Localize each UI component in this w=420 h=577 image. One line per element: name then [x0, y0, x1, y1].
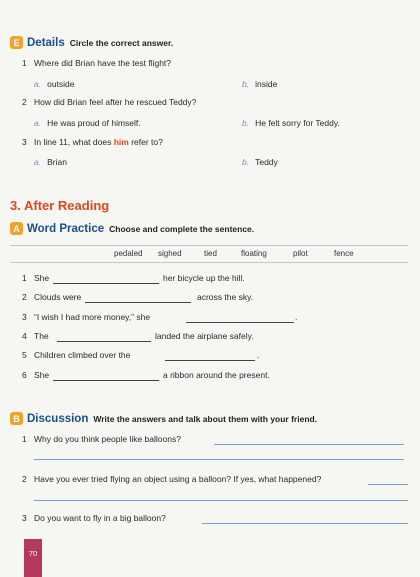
answer-option-b[interactable]: b. inside — [242, 79, 278, 89]
workbook-page: E Details Circle the correct answer. 1 Where did Brian have the test flight? a. outside b. inside 2 How did Brian feel after he rescued Teddy? a. He was proud of himself. b. He felt sorry for Teddy. 3 In line 11, what does him refer to? a. Brian b. Teddy 3. After Reading A Word Practice Choose and complete the sentence. pedaled sighed tied floating pilot fence 1 She her bicycle up the hill. 2 Clouds were across the sky. 3 “I wish I had more money,” she . 4 The landed the airplane safely. 5 Children climbed over the . 6 She a ribbon around the present. B Discussion Write the answers and talk about them with your friend. 1 Why do you think people like balloons? 2 Have you ever tried flying an object using a balloon? If yes, what happened? 3 Do you want to fly in a big balloon? 70 — [0, 0, 420, 577]
answer-option-b[interactable]: b. Teddy — [242, 157, 278, 167]
details-question-3: 3 In line 11, what does him refer to? — [22, 137, 163, 147]
answer-line[interactable] — [214, 444, 404, 445]
section-badge: B — [10, 412, 23, 425]
word-practice-instruction: Choose and complete the sentence. — [109, 223, 255, 234]
word-bank-item: fence — [334, 249, 354, 258]
answer-option-a[interactable]: a. Brian — [34, 157, 67, 167]
section-badge: A — [10, 222, 23, 235]
discussion-instruction: Write the answers and talk about them with your friend. — [93, 413, 318, 424]
word-bank-item: sighed — [158, 249, 182, 258]
word-bank-item: tied — [204, 249, 217, 258]
word-bank-item: floating — [241, 249, 267, 258]
answer-option-b[interactable]: b. He felt sorry for Teddy. — [242, 118, 340, 128]
answer-line[interactable] — [34, 500, 408, 501]
answer-line[interactable] — [202, 523, 408, 524]
answer-option-a[interactable]: a. He was proud of himself. — [34, 118, 141, 128]
section-badge: E — [10, 36, 23, 49]
answer-blank[interactable] — [165, 360, 255, 361]
discussion-title: Discussion — [27, 412, 89, 425]
answer-blank[interactable] — [186, 322, 294, 323]
answer-line[interactable] — [368, 484, 408, 485]
details-header — [10, 36, 173, 49]
word-practice-header — [10, 222, 254, 235]
answer-blank[interactable] — [53, 380, 159, 381]
answer-blank[interactable] — [85, 302, 191, 303]
details-title: Details — [27, 36, 65, 49]
word-bank-item: pilot — [293, 249, 308, 258]
page-number: 70 — [24, 539, 42, 577]
answer-line[interactable] — [34, 459, 404, 460]
details-question-2: 2 How did Brian feel after he rescued Teddy? — [22, 97, 197, 107]
word-bank-item: pedaled — [114, 249, 143, 258]
after-reading-heading: 3. After Reading — [10, 198, 110, 213]
answer-option-a[interactable]: a. outside — [34, 79, 75, 89]
word-practice-title: Word Practice — [27, 222, 105, 235]
discussion-header — [10, 412, 317, 425]
answer-blank[interactable] — [57, 341, 151, 342]
word-bank — [10, 245, 408, 263]
details-question-1: 1 Where did Brian have the test flight? — [22, 58, 172, 68]
answer-blank[interactable] — [53, 283, 159, 284]
details-instruction: Circle the correct answer. — [69, 37, 174, 48]
